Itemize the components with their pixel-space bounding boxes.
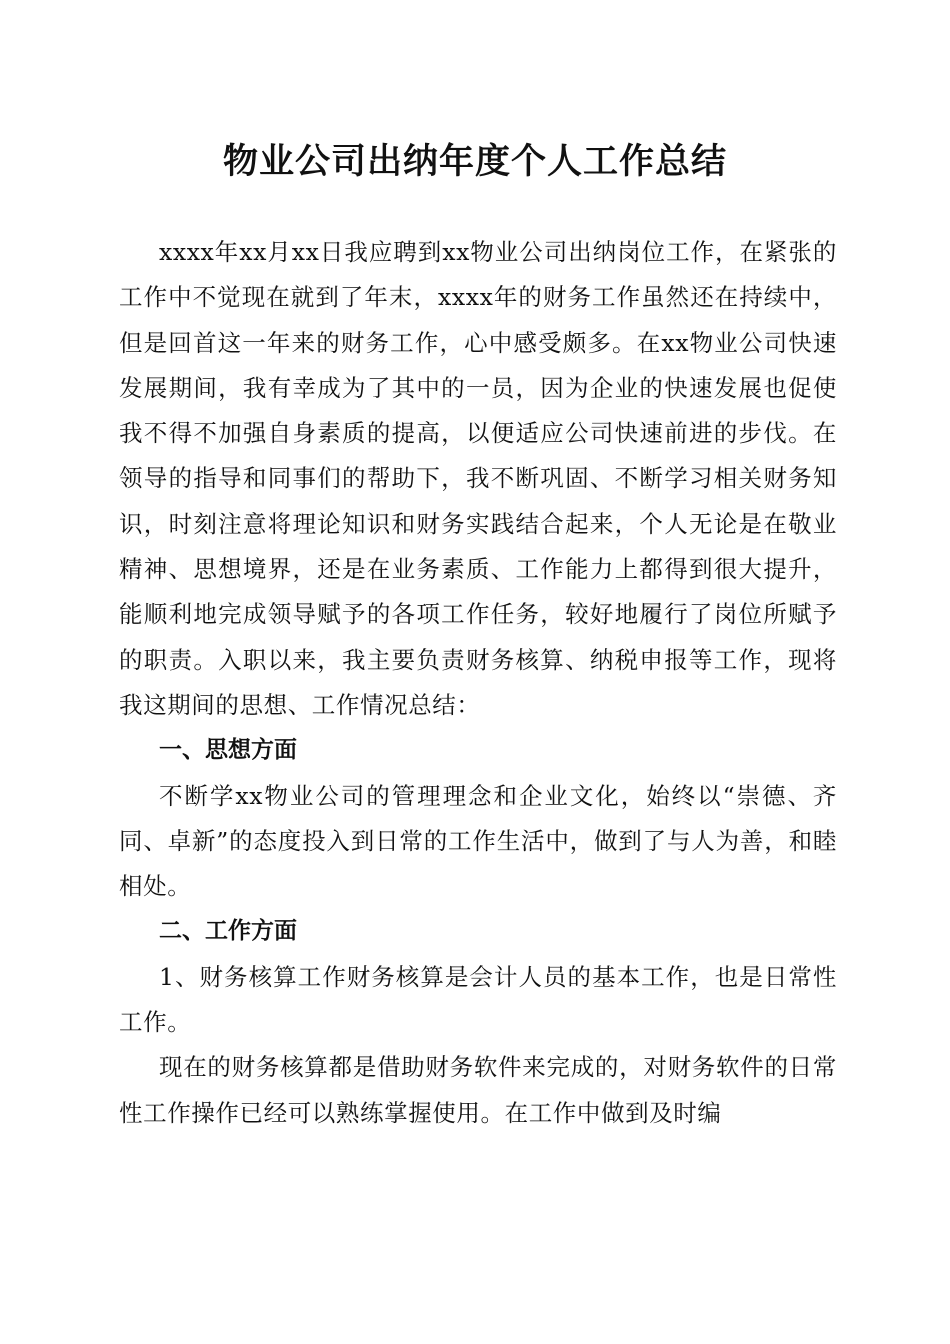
document-title: 物业公司出纳年度个人工作总结	[222, 142, 727, 182]
work-item-1-paragraph: 1、财务核算工作财务核算是会计人员的基本工作，也是日常性工作。	[119, 962, 837, 1037]
thoughts-paragraph: 不断学xx物业公司的管理理念和企业文化，始终以“崇德、齐同、卓新”的态度投入到日常的工作生活中，做到了与人为善，和睦相处。	[119, 781, 837, 901]
document-body	[119, 230, 837, 1136]
section-heading-work: 二、工作方面	[159, 918, 297, 945]
intro-paragraph: xxxx年xx月xx日我应聘到xx物业公司出纳岗位工作，在紧张的工作中不觉现在就到了年末，xxxx年的财务工作虽然还在持续中，但是回首这一年来的财务工作，心中感受颇多。在xx物业公司快速发展期间，我有幸成为了其中的一员，因为企业的快速发展也促使我不得不加强自身素质的提高，以便适应公司快速前进的步伐。在领导的指导和同事们的帮助下，我不断巩固、不断学习相关财务知识，时刻注意将理论知识和财务实践结合起来，个人无论是在敬业精神、思想境界，还是在业务素质、工作能力上都得到很大提升，能顺利地完成领导赋予的各项工作任务，较好地履行了岗位所赋予的职责。入职以来，我主要负责财务核算、纳税申报等工作，现将我这期间的思想、工作情况总结：	[119, 238, 837, 719]
section-heading-thoughts: 一、思想方面	[159, 737, 297, 764]
work-paragraph: 现在的财务核算都是借助财务软件来完成的，对财务软件的日常性工作操作已经可以熟练掌握使用。在工作中做到及时编	[119, 1053, 837, 1127]
